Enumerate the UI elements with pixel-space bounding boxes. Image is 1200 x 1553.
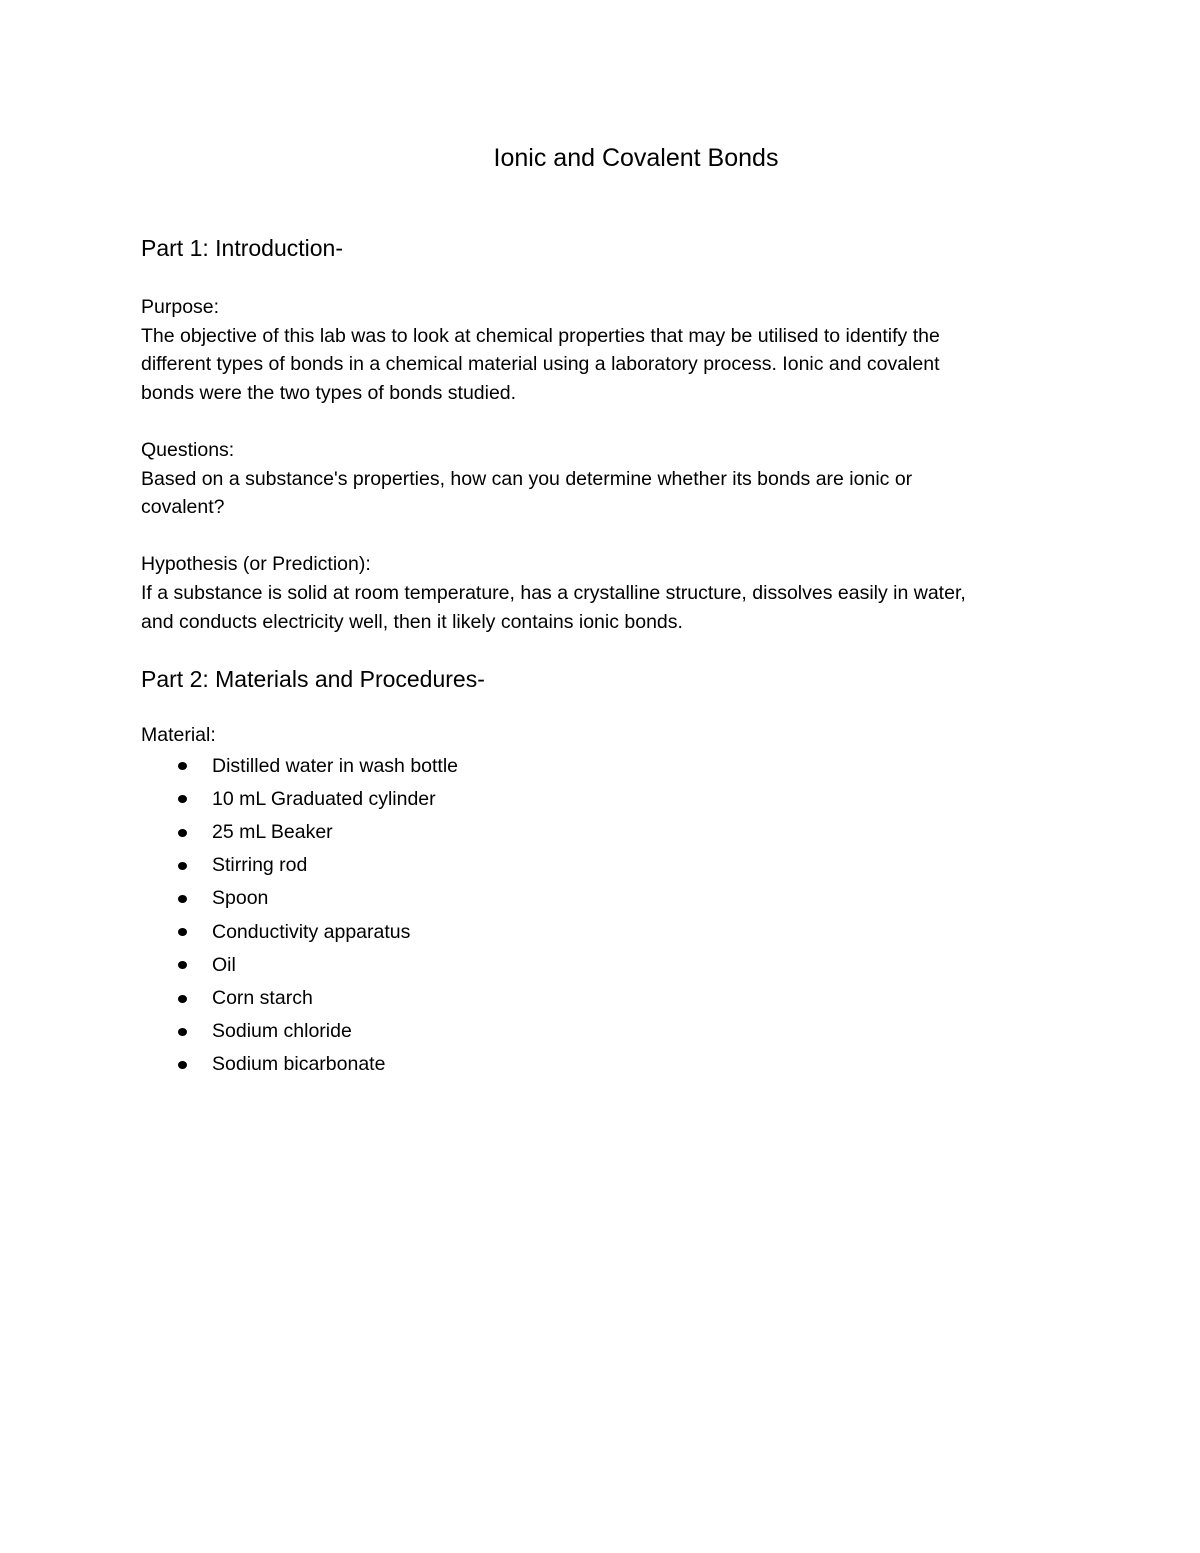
list-item xyxy=(141,916,1071,949)
document-body xyxy=(141,233,1071,1082)
material-text: Distilled water in wash bottle xyxy=(212,754,459,777)
purpose-line-3: bonds were the two types of bonds studied. xyxy=(141,381,517,404)
bullet-icon xyxy=(178,762,187,770)
list-item xyxy=(141,1015,1071,1048)
bullet-icon xyxy=(178,862,187,870)
bullet-icon xyxy=(178,928,187,936)
list-item xyxy=(141,816,1071,849)
material-label: Material: xyxy=(141,724,216,747)
part2-heading: Part 2: Materials and Procedures- xyxy=(141,666,485,693)
questions-line-1: Based on a substance's properties, how can you determine whether its bonds are ionic or xyxy=(141,467,913,490)
material-text: Stirring rod xyxy=(212,854,308,877)
document-title: Ionic and Covalent Bonds xyxy=(493,144,779,172)
questions-line-2: covalent? xyxy=(141,496,225,519)
bullet-icon xyxy=(178,961,187,969)
material-text: Spoon xyxy=(212,887,269,910)
material-text: Sodium bicarbonate xyxy=(212,1053,386,1076)
purpose-label: Purpose: xyxy=(141,296,220,318)
material-text: 10 mL Graduated cylinder xyxy=(212,787,436,810)
material-text: 25 mL Beaker xyxy=(212,821,333,844)
hypothesis-label: Hypothesis (or Prediction): xyxy=(141,553,371,576)
bullet-icon xyxy=(178,795,187,803)
list-item xyxy=(141,750,1071,783)
material-text: Corn starch xyxy=(212,987,313,1010)
material-text: Conductivity apparatus xyxy=(212,920,411,943)
material-text: Sodium chloride xyxy=(212,1020,352,1043)
hypothesis-line-2: and conducts electricity well, then it likely contains ionic bonds. xyxy=(141,610,683,633)
list-item xyxy=(141,982,1071,1015)
purpose-line-1: The objective of this lab was to look at chemical properties that may be utilised to identify the xyxy=(141,324,940,347)
material-text: Oil xyxy=(212,953,236,976)
bullet-icon xyxy=(178,1028,187,1036)
list-item xyxy=(141,882,1071,915)
bullet-icon xyxy=(178,1061,187,1069)
bullet-icon xyxy=(178,829,187,837)
part1-heading: Part 1: Introduction- xyxy=(141,235,343,261)
list-item xyxy=(141,783,1071,816)
questions-label: Questions: xyxy=(141,438,235,461)
materials-list xyxy=(141,750,1071,1082)
hypothesis-line-1: If a substance is solid at room temperature, has a crystalline structure, dissolves easily in water, xyxy=(141,581,966,604)
list-item xyxy=(141,949,1071,982)
bullet-icon xyxy=(178,995,187,1003)
list-item xyxy=(141,849,1071,882)
purpose-line-2: different types of bonds in a chemical material using a laboratory process. Ionic and covalent xyxy=(141,353,940,376)
list-item xyxy=(141,1048,1071,1081)
bullet-icon xyxy=(178,895,187,903)
